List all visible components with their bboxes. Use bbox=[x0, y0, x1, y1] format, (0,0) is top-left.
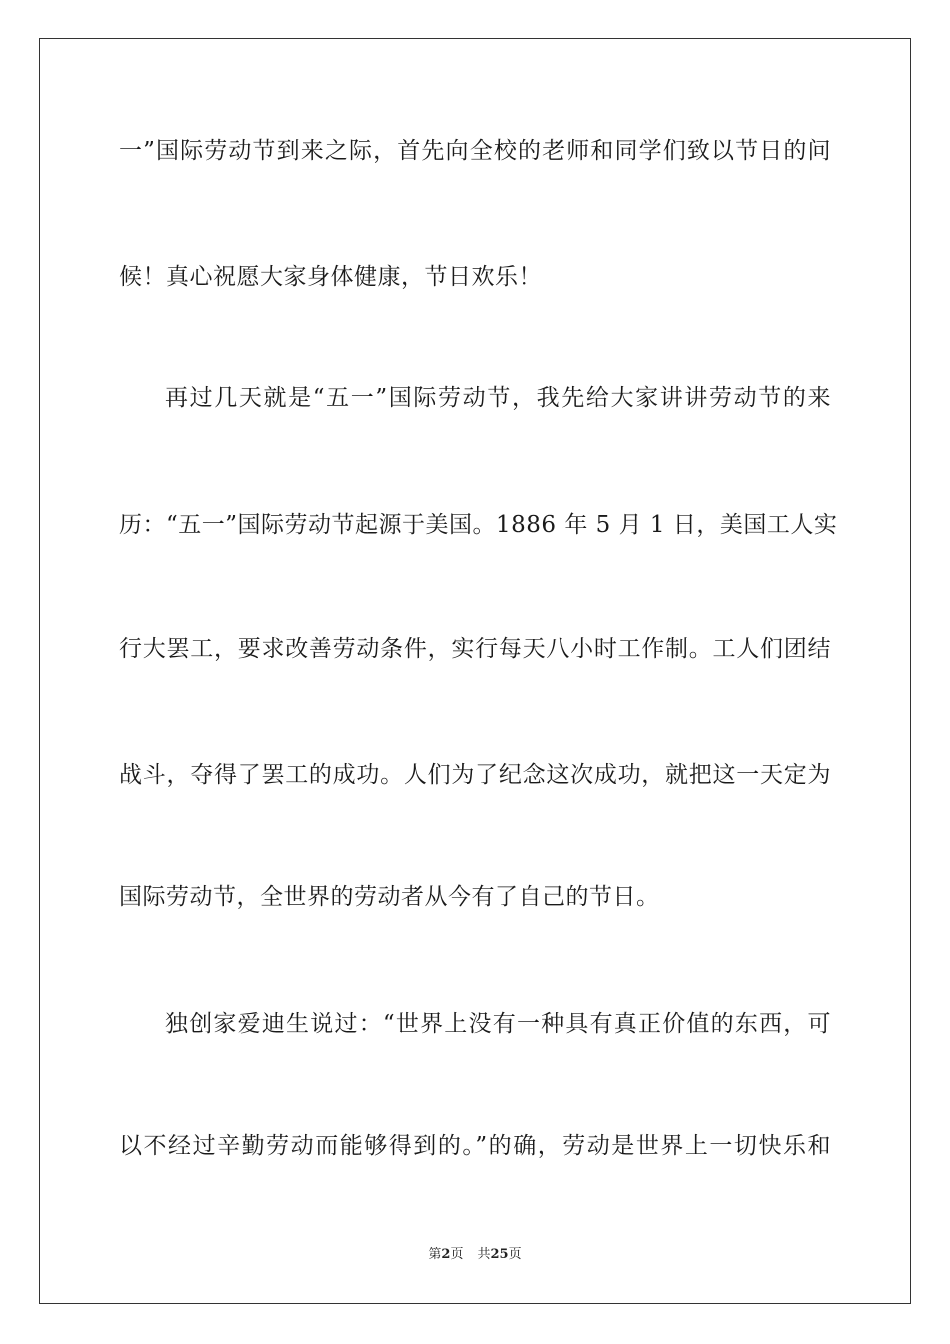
paragraph-line: 行大罢工，要求改善劳动条件，实行每天八小时工作制。工人们团结 bbox=[119, 636, 831, 662]
paragraph-line: 独创家爱迪生说过：“世界上没有一种具有真正价值的东西，可 bbox=[165, 1011, 831, 1037]
paragraph-line: 候！真心祝愿大家身体健康，节日欢乐！ bbox=[119, 264, 542, 290]
page-label-prefix: 第 bbox=[428, 1247, 442, 1262]
current-page-number: 2 bbox=[441, 1247, 451, 1262]
total-page-count: 25 bbox=[490, 1247, 509, 1262]
page-border bbox=[39, 38, 911, 1304]
paragraph-line: 国际劳动节，全世界的劳动者从今有了自己的节日。 bbox=[119, 884, 660, 910]
paragraph-line: 战斗，夺得了罢工的成功。人们为了纪念这次成功，就把这一天定为 bbox=[119, 762, 831, 788]
page-label-suffix: 页 bbox=[450, 1247, 464, 1262]
paragraph-line: 一”国际劳动节到来之际，首先向全校的老师和同学们致以节日的问 bbox=[119, 138, 831, 164]
total-label-prefix: 共 bbox=[477, 1247, 491, 1262]
total-label-suffix: 页 bbox=[508, 1247, 522, 1262]
paragraph-line: 以不经过辛勤劳动而能够得到的。”的确，劳动是世界上一切快乐和 bbox=[119, 1133, 831, 1159]
paragraph-line: 再过几天就是“五一”国际劳动节，我先给大家讲讲劳动节的来 bbox=[165, 385, 831, 411]
paragraph-line: 历：“五一”国际劳动节起源于美国。1886 年 5 月 1 日，美国工人实 bbox=[119, 512, 838, 538]
page-footer bbox=[0, 1246, 950, 1264]
